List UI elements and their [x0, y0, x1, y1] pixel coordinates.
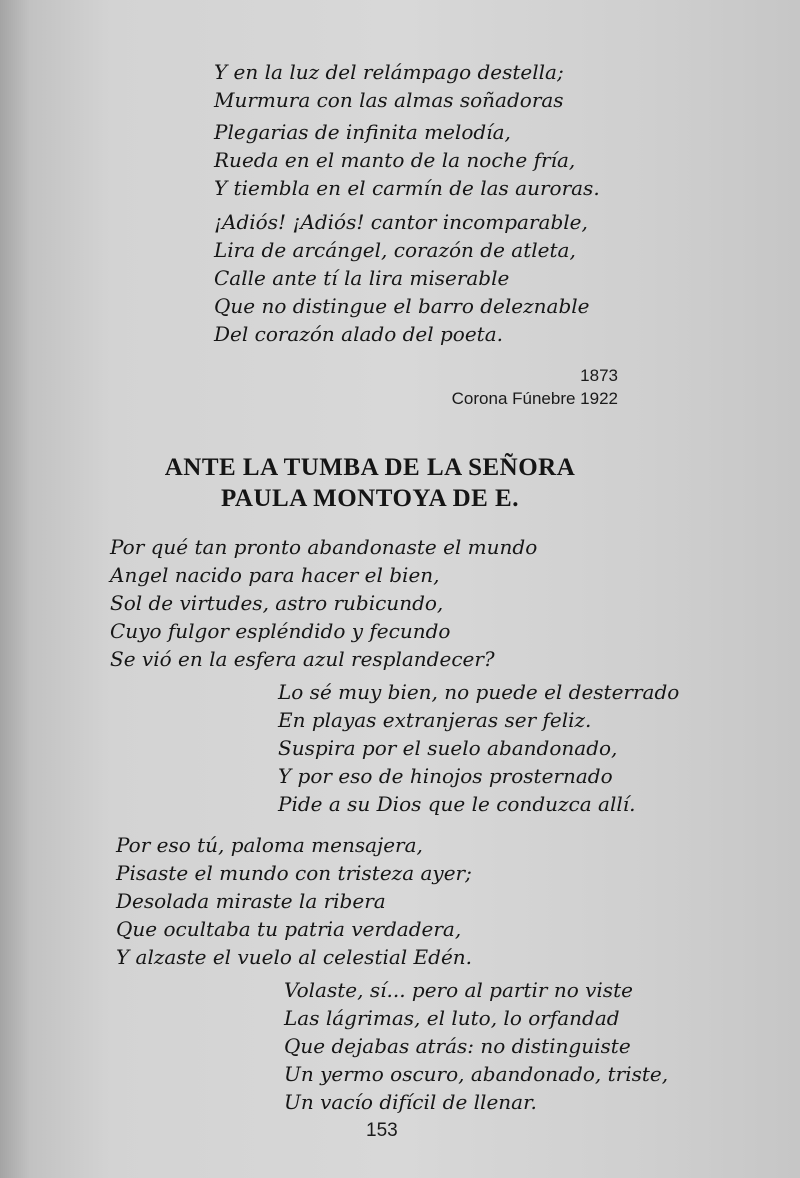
verse-line: Lira de arcángel, corazón de atleta,	[214, 238, 576, 262]
verse-line: Angel nacido para hacer el bien,	[110, 563, 440, 587]
verse-line: ¡Adiós! ¡Adiós! cantor incomparable,	[214, 210, 588, 234]
verse-line: Y alzaste el vuelo al celestial Edén.	[116, 945, 473, 969]
verse-line: Pisaste el mundo con tristeza ayer;	[116, 861, 472, 885]
verse-line: Plegarias de infinita melodía,	[214, 120, 511, 144]
stanza-5	[116, 831, 472, 971]
verse-line: Rueda en el manto de la noche fría,	[214, 148, 576, 172]
stanza-4	[278, 678, 679, 818]
source-publication: Corona Fúnebre 1922	[451, 389, 618, 408]
verse-line: Por eso tú, paloma mensajera,	[116, 833, 423, 857]
verse-line: Un vacío difícil de llenar.	[284, 1090, 537, 1114]
stanza-2	[214, 208, 590, 348]
verse-line: Cuyo fulgor espléndido y fecundo	[110, 619, 451, 643]
page-number: 153	[366, 1120, 398, 1141]
verse-line: Calle ante tí la lira miserable	[214, 266, 510, 290]
source-year: 1873	[580, 366, 618, 385]
stanza-3	[110, 533, 537, 673]
verse-line: Lo sé muy bien, no puede el desterrado	[278, 680, 680, 704]
verse-line: Se vió en la esfera azul resplandecer?	[110, 647, 495, 671]
verse-line: Volaste, sí... pero al partir no viste	[284, 978, 633, 1002]
verse-line: Desolada miraste la ribera	[116, 889, 386, 913]
stanza-1	[214, 58, 600, 202]
verse-line: Pide a su Dios que le conduzca allí.	[278, 792, 636, 816]
verse-line: Las lágrimas, el luto, lo orfandad	[284, 1006, 620, 1030]
verse-line: Y en la luz del relámpago destella;	[214, 60, 564, 84]
verse-line: Suspira por el suelo abandonado,	[278, 736, 618, 760]
verse-line: Que no distingue el barro deleznable	[214, 294, 590, 318]
poem-title-line-2: PAULA MONTOYA DE E.	[221, 485, 519, 512]
verse-line: Que dejabas atrás: no distinguiste	[284, 1034, 631, 1058]
verse-line: En playas extranjeras ser feliz.	[278, 708, 592, 732]
verse-line: Y tiembla en el carmín de las auroras.	[214, 176, 600, 200]
verse-line: Y por eso de hinojos prosternado	[278, 764, 613, 788]
verse-line: Por qué tan pronto abandonaste el mundo	[110, 535, 538, 559]
poem-title-line-1: ANTE LA TUMBA DE LA SEÑORA	[164, 454, 576, 481]
verse-line: Murmura con las almas soñadoras	[214, 88, 564, 112]
verse-line: Sol de virtudes, astro rubicundo,	[110, 591, 444, 615]
verse-line: Que ocultaba tu patria verdadera,	[116, 917, 462, 941]
verse-line: Un yermo oscuro, abandonado, triste,	[284, 1062, 669, 1086]
stanza-6	[284, 976, 668, 1116]
verse-line: Del corazón alado del poeta.	[214, 322, 504, 346]
poem-title	[0, 452, 740, 514]
